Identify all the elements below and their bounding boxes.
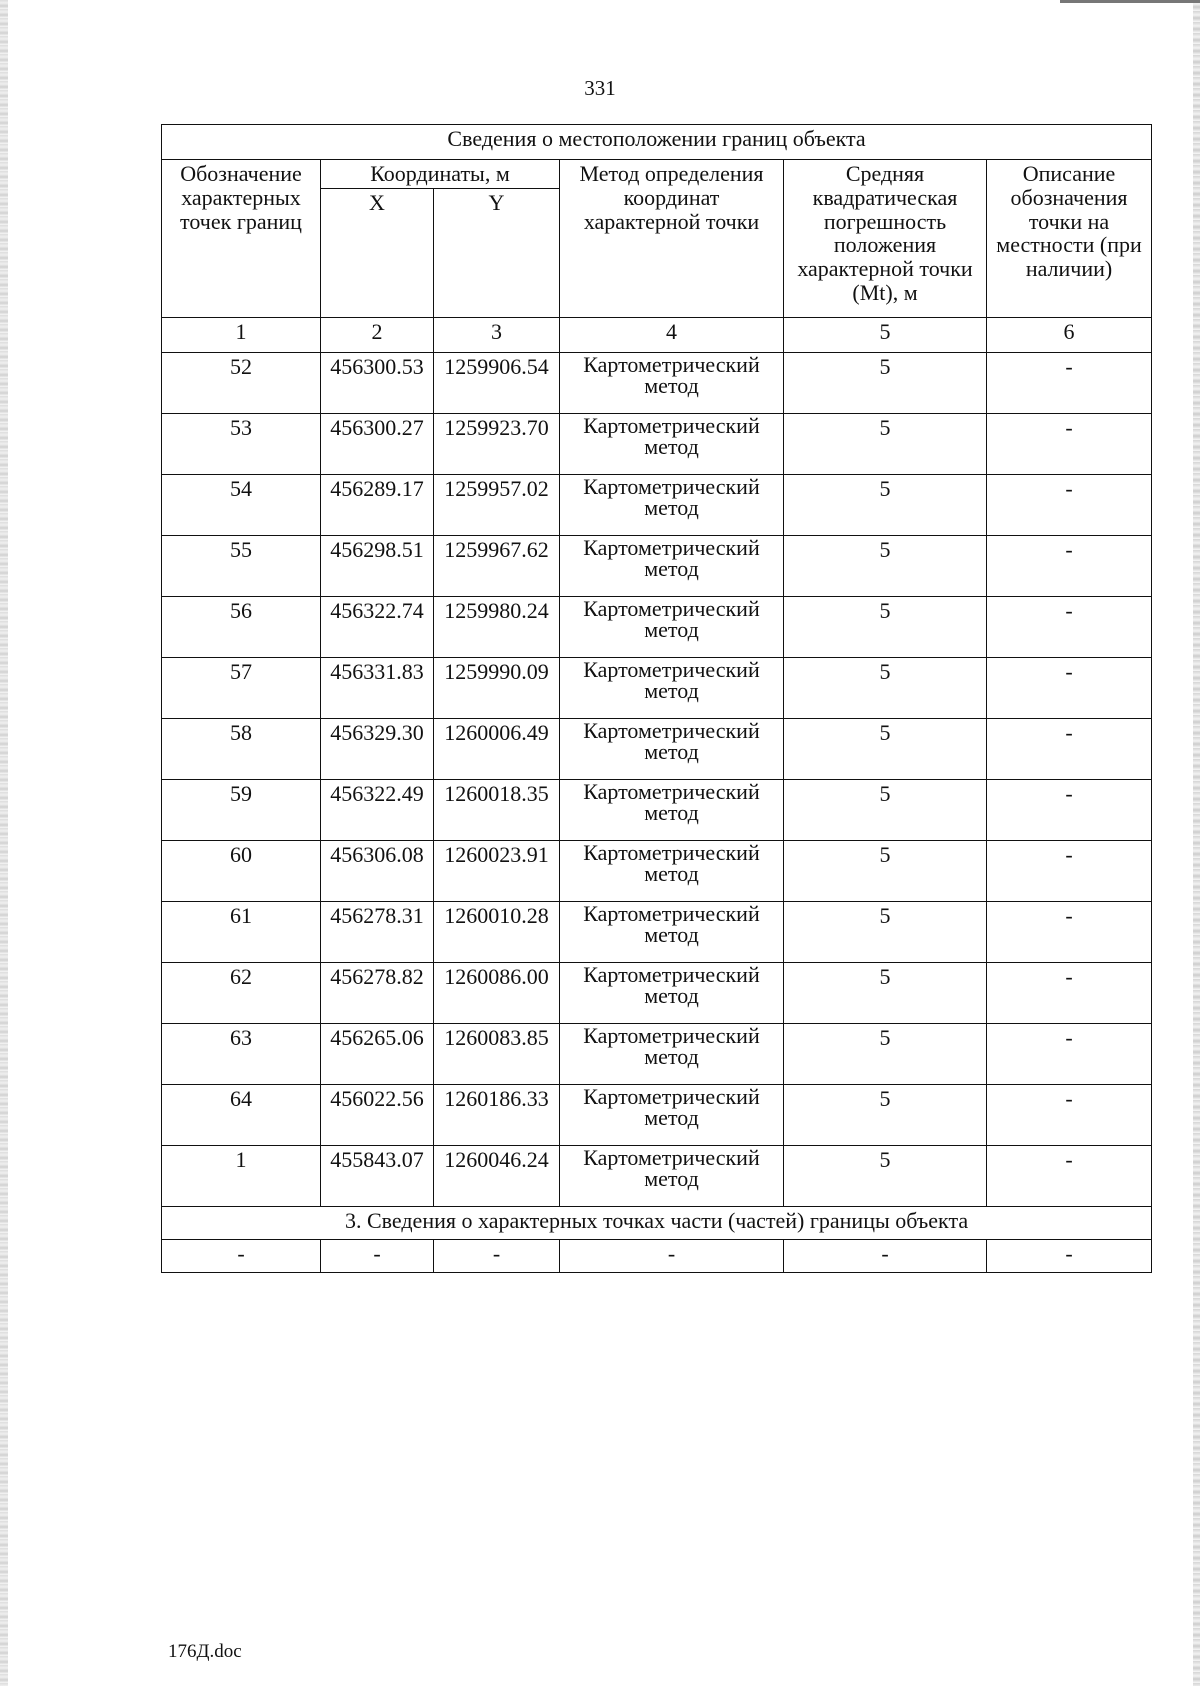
cell-error: 5	[784, 597, 987, 658]
header-row-1	[162, 160, 1152, 189]
table-row	[162, 1146, 1152, 1207]
header-coords: Координаты, м	[321, 160, 560, 189]
cell-method: Картометрический метод	[560, 597, 784, 658]
table-row	[162, 841, 1152, 902]
cell-method: Картометрический метод	[560, 536, 784, 597]
cell-point: 60	[162, 841, 321, 902]
cell-x: 456298.51	[321, 536, 434, 597]
header-description: Описание обозначения точки на местности (при наличии)	[987, 160, 1152, 318]
column-number: 2	[321, 318, 434, 353]
cell-y: 1260006.49	[434, 719, 560, 780]
cell-x: 456278.82	[321, 963, 434, 1024]
cell-method: Картометрический метод	[560, 1024, 784, 1085]
column-numbers-row	[162, 318, 1152, 353]
cell-description: -	[987, 963, 1152, 1024]
cell-description: -	[987, 475, 1152, 536]
cell-x: 456289.17	[321, 475, 434, 536]
cell-description: -	[987, 597, 1152, 658]
table-row	[162, 353, 1152, 414]
cell-y: 1259923.70	[434, 414, 560, 475]
scan-edge-left	[0, 0, 8, 1686]
cell-x: 456022.56	[321, 1085, 434, 1146]
cell-point: 52	[162, 353, 321, 414]
cell-description: -	[987, 719, 1152, 780]
section3-cell: -	[162, 1240, 321, 1273]
table-row	[162, 414, 1152, 475]
cell-method: Картометрический метод	[560, 1085, 784, 1146]
cell-method: Картометрический метод	[560, 1146, 784, 1207]
cell-method: Картометрический метод	[560, 963, 784, 1024]
cell-error: 5	[784, 1146, 987, 1207]
cell-x: 456306.08	[321, 841, 434, 902]
cell-y: 1259967.62	[434, 536, 560, 597]
cell-y: 1259957.02	[434, 475, 560, 536]
header-error: Средняя квадратическая погрешность положения характерной точки (Mt), м	[784, 160, 987, 318]
cell-x: 456300.53	[321, 353, 434, 414]
cell-description: -	[987, 536, 1152, 597]
section3-title-row	[162, 1207, 1152, 1240]
cell-error: 5	[784, 1024, 987, 1085]
cell-y: 1260023.91	[434, 841, 560, 902]
section3-cell: -	[784, 1240, 987, 1273]
cell-method: Картометрический метод	[560, 719, 784, 780]
cell-method: Картометрический метод	[560, 353, 784, 414]
cell-point: 58	[162, 719, 321, 780]
cell-error: 5	[784, 902, 987, 963]
cell-point: 57	[162, 658, 321, 719]
cell-y: 1260086.00	[434, 963, 560, 1024]
section3-title: 3. Сведения о характерных точках части (частей) границы объекта	[162, 1207, 1152, 1240]
cell-point: 54	[162, 475, 321, 536]
cell-y: 1260018.35	[434, 780, 560, 841]
cell-error: 5	[784, 780, 987, 841]
column-number: 5	[784, 318, 987, 353]
cell-y: 1259980.24	[434, 597, 560, 658]
cell-y: 1259990.09	[434, 658, 560, 719]
table-row	[162, 719, 1152, 780]
section3-cell: -	[987, 1240, 1152, 1273]
cell-description: -	[987, 414, 1152, 475]
cell-point: 62	[162, 963, 321, 1024]
table-row	[162, 780, 1152, 841]
cell-x: 456300.27	[321, 414, 434, 475]
table-row	[162, 1085, 1152, 1146]
column-number: 1	[162, 318, 321, 353]
cell-description: -	[987, 780, 1152, 841]
header-method: Метод определения координат характерной точки	[560, 160, 784, 318]
table-row	[162, 1024, 1152, 1085]
cell-x: 456329.30	[321, 719, 434, 780]
cell-y: 1259906.54	[434, 353, 560, 414]
scan-edge-right	[1193, 0, 1200, 1686]
cell-x: 456278.31	[321, 902, 434, 963]
cell-point: 1	[162, 1146, 321, 1207]
scan-edge-top	[1060, 0, 1200, 3]
cell-description: -	[987, 1024, 1152, 1085]
cell-method: Картометрический метод	[560, 414, 784, 475]
cell-error: 5	[784, 1085, 987, 1146]
cell-method: Картометрический метод	[560, 475, 784, 536]
table-row	[162, 658, 1152, 719]
section3-cell: -	[321, 1240, 434, 1273]
cell-point: 53	[162, 414, 321, 475]
cell-y: 1260046.24	[434, 1146, 560, 1207]
cell-method: Картометрический метод	[560, 658, 784, 719]
column-number: 6	[987, 318, 1152, 353]
cell-method: Картометрический метод	[560, 902, 784, 963]
header-x: X	[321, 189, 434, 318]
section3-cell: -	[560, 1240, 784, 1273]
cell-x: 456331.83	[321, 658, 434, 719]
cell-y: 1260186.33	[434, 1085, 560, 1146]
table-row	[162, 963, 1152, 1024]
cell-description: -	[987, 841, 1152, 902]
table-title: Сведения о местоположении границ объекта	[162, 125, 1152, 160]
table-row	[162, 536, 1152, 597]
cell-description: -	[987, 902, 1152, 963]
footer-filename: 176Д.doc	[168, 1641, 242, 1662]
boundary-points-table	[161, 124, 1152, 1273]
cell-x: 456322.49	[321, 780, 434, 841]
cell-x: 456322.74	[321, 597, 434, 658]
cell-error: 5	[784, 475, 987, 536]
cell-error: 5	[784, 963, 987, 1024]
cell-error: 5	[784, 658, 987, 719]
section3-row	[162, 1240, 1152, 1273]
cell-description: -	[987, 1085, 1152, 1146]
cell-point: 59	[162, 780, 321, 841]
table-title-row	[162, 125, 1152, 160]
cell-error: 5	[784, 353, 987, 414]
cell-error: 5	[784, 841, 987, 902]
table-row	[162, 597, 1152, 658]
header-y: Y	[434, 189, 560, 318]
section3-cell: -	[434, 1240, 560, 1273]
page-number: 331	[584, 76, 616, 100]
cell-description: -	[987, 1146, 1152, 1207]
cell-point: 63	[162, 1024, 321, 1085]
cell-description: -	[987, 353, 1152, 414]
cell-x: 456265.06	[321, 1024, 434, 1085]
table-row	[162, 475, 1152, 536]
cell-y: 1260083.85	[434, 1024, 560, 1085]
cell-x: 455843.07	[321, 1146, 434, 1207]
cell-point: 56	[162, 597, 321, 658]
header-point: Обозначение характерных точек границ	[162, 160, 321, 318]
cell-point: 64	[162, 1085, 321, 1146]
column-number: 4	[560, 318, 784, 353]
cell-method: Картометрический метод	[560, 841, 784, 902]
cell-point: 61	[162, 902, 321, 963]
cell-error: 5	[784, 536, 987, 597]
cell-error: 5	[784, 414, 987, 475]
cell-point: 55	[162, 536, 321, 597]
cell-y: 1260010.28	[434, 902, 560, 963]
column-number: 3	[434, 318, 560, 353]
cell-error: 5	[784, 719, 987, 780]
table-row	[162, 902, 1152, 963]
cell-method: Картометрический метод	[560, 780, 784, 841]
cell-description: -	[987, 658, 1152, 719]
